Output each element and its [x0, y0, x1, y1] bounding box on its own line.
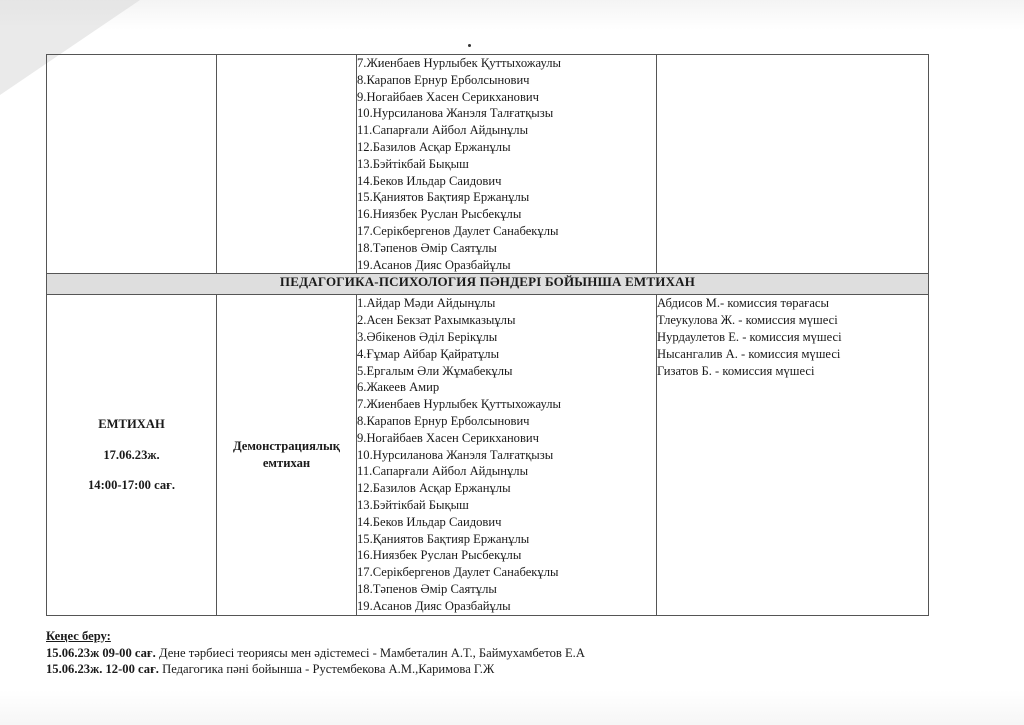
- list-item: 8.Карапов Ернур Ерболсынович: [357, 72, 530, 87]
- consultation-1-text: Дене тәрбиесі теориясы мен әдістемесі - Мамбеталин А.Т., Баймухамбетов Е.А: [155, 645, 585, 660]
- commission-cell: [657, 295, 929, 615]
- list-item: 12.Базилов Асқар Ержанұлы: [357, 139, 511, 154]
- list-item: 16.Ниязбек Руслан Рысбекұлы: [357, 207, 522, 222]
- list-item: 19.Асанов Дияс Оразбайұлы: [357, 257, 511, 272]
- exam-form-cell: Демонстрациялық емтихан: [217, 295, 357, 615]
- list-item: 9.Ногайбаев Хасен Серикханович: [357, 89, 539, 104]
- exam-datetime-cell: [47, 295, 217, 615]
- section-header: ПЕДАГОГИКА-ПСИХОЛОГИЯ ПӘНДЕРІ БОЙЫНША ЕМТИХАН: [47, 274, 929, 295]
- student-list-continued: [357, 55, 657, 274]
- list-item: 18.Тәпенов Әмір Саятұлы: [357, 240, 497, 255]
- commission-member: Тлеукулова Ж. - комиссия мүшесі: [657, 313, 838, 328]
- exam-label: ЕМТИХАН: [98, 416, 165, 431]
- empty-cell-commission: [657, 55, 929, 274]
- list-item: 7.Жиенбаев Нурлыбек Қуттыхожаулы: [357, 56, 561, 70]
- list-item: 17.Серікбергенов Даулет Санабекұлы: [357, 223, 559, 238]
- list-item: 15.Қаниятов Бақтияр Ержанұлы: [357, 531, 530, 546]
- consultation-2-datetime: 15.06.23ж. 12-00 сағ.: [46, 662, 159, 676]
- list-item: 8.Карапов Ернур Ерболсынович: [357, 413, 530, 428]
- consultation-line-2: [46, 661, 585, 678]
- scan-speck: [468, 44, 471, 47]
- consultation-footer: [46, 628, 585, 678]
- list-item: 10.Нурсиланова Жанэля Талғатқызы: [357, 447, 554, 462]
- empty-cell-form: [217, 55, 357, 274]
- exam-schedule-table: [46, 54, 929, 616]
- list-item: 4.Ғұмар Айбар Қайратұлы: [357, 346, 500, 361]
- list-item: 13.Бэйтікбай Бықыш: [357, 497, 469, 512]
- commission-member: Гизатов Б. - комиссия мүшесі: [657, 363, 815, 378]
- list-item: 19.Асанов Дияс Оразбайұлы: [357, 598, 511, 613]
- list-item: 5.Ергалым Әли Жұмабекұлы: [357, 363, 513, 378]
- list-item: 7.Жиенбаев Нурлыбек Қуттыхожаулы: [357, 397, 561, 412]
- consultation-title: Кеңес беру:: [46, 629, 111, 643]
- list-item: 11.Сапарғали Айбол Айдынұлы: [357, 123, 529, 138]
- commission-member: Абдисов М.- комиссия төрағасы: [657, 296, 829, 311]
- list-item: 11.Сапарғали Айбол Айдынұлы: [357, 464, 529, 479]
- list-item: 2.Асен Бекзат Рахымказыұлы: [357, 313, 516, 328]
- list-item: 10.Нурсиланова Жанэля Талғатқызы: [357, 106, 554, 121]
- list-item: 1.Айдар Мәди Айдынұлы: [357, 296, 496, 311]
- consultation-2-text: Педагогика пәні бойынша - Рустембекова А.М.,Каримова Г.Ж: [158, 662, 495, 676]
- commission-member: Нысангалив А. - комиссия мүшесі: [657, 346, 841, 361]
- list-item: 9.Ногайбаев Хасен Серикханович: [357, 430, 539, 445]
- list-item: 17.Серікбергенов Даулет Санабекұлы: [357, 565, 559, 580]
- section-header-row: [47, 274, 929, 295]
- consultation-line-1: [46, 645, 585, 662]
- list-item: 6.Жакеев Амир: [357, 380, 440, 395]
- list-item: 3.Әбікенов Әділ Берікұлы: [357, 329, 498, 344]
- list-item: 14.Беков Ильдар Саидович: [357, 514, 502, 529]
- exam-date: 17.06.23ж.: [103, 447, 160, 462]
- table-row-exam: [47, 295, 929, 615]
- list-item: 14.Беков Ильдар Саидович: [357, 173, 502, 188]
- exam-time: 14:00-17:00 сағ.: [87, 478, 175, 493]
- list-item: 12.Базилов Асқар Ержанұлы: [357, 481, 511, 496]
- list-item: 13.Бэйтікбай Бықыш: [357, 156, 469, 171]
- commission-member: Нурдаулетов Е. - комиссия мүшесі: [657, 329, 842, 344]
- list-item: 15.Қаниятов Бақтияр Ержанұлы: [357, 190, 530, 205]
- table-row-continued-group: [47, 55, 929, 274]
- list-item: 16.Ниязбек Руслан Рысбекұлы: [357, 548, 522, 563]
- empty-cell-exam: [47, 55, 217, 274]
- list-item: 18.Тәпенов Әмір Саятұлы: [357, 581, 497, 596]
- student-list: [357, 295, 657, 615]
- consultation-1-datetime: 15.06.23ж 09-00 сағ.: [46, 645, 156, 660]
